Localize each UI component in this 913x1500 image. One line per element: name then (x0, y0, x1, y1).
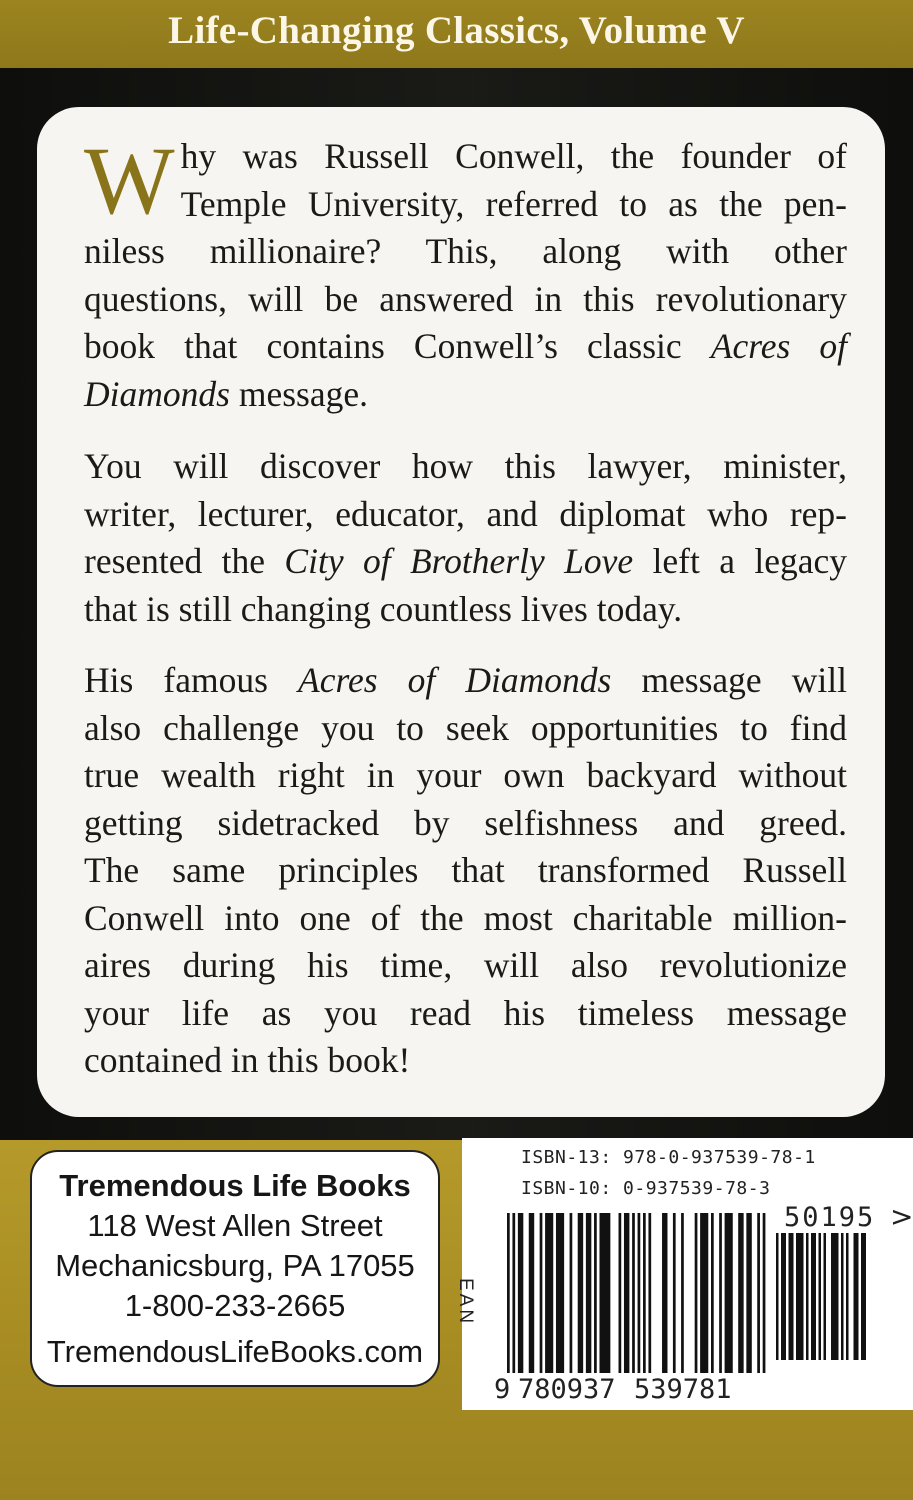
barcode-bar (738, 1213, 743, 1373)
blurb-text: hy was Russell Conwell, the founder of (180, 136, 847, 176)
barcode-bar (545, 1213, 553, 1373)
blurb-line (84, 847, 847, 895)
blurb-line (84, 323, 847, 371)
barcode-bar (512, 1213, 515, 1373)
barcode-bar (556, 1213, 564, 1373)
publisher-name: Tremendous Life Books (59, 1168, 411, 1203)
blurb-line (84, 538, 847, 586)
ean-barcode-bars (507, 1213, 767, 1373)
top-gold-band (0, 0, 913, 68)
barcode-box (455, 1138, 913, 1410)
barcode-bar (594, 1213, 597, 1373)
blurb-line (84, 752, 847, 800)
blurb-text: getting sidetracked by selfishness and greed. (84, 802, 847, 843)
barcode-bar (789, 1233, 794, 1360)
barcode-bar (781, 1233, 786, 1360)
barcode-bar (846, 1233, 849, 1360)
price-barcode-bars (776, 1233, 888, 1360)
publisher-info-box (30, 1150, 440, 1387)
blurb-paragraph-1 (84, 127, 848, 418)
italic-title-text: Acres of Diamonds (298, 660, 612, 700)
blurb-text: niless millionaire? This, along with other (84, 231, 847, 271)
barcode-bar (711, 1213, 714, 1373)
barcode-bar (746, 1213, 751, 1373)
blurb-line (84, 942, 847, 990)
barcode-bar (662, 1213, 667, 1373)
publisher-website: TremendousLifeBooks.com (46, 1334, 424, 1369)
blurb-line (84, 491, 847, 539)
barcode-bar (599, 1213, 610, 1373)
publisher-phone: 1-800-233-2665 (124, 1288, 346, 1323)
barcode-digits-right: 539781 (634, 1374, 732, 1405)
barcode-bar (861, 1233, 866, 1360)
blurb-line (84, 1037, 847, 1085)
italic-title-text: Acres of (710, 326, 848, 366)
blurb-line (84, 657, 847, 705)
price-arrow: > (890, 1200, 913, 1233)
barcode-bar (831, 1233, 839, 1360)
barcode-bar (819, 1233, 822, 1360)
blurb-paragraph-3 (84, 657, 847, 1085)
barcode-bar (700, 1213, 708, 1373)
ean-label: EAN (455, 1278, 476, 1327)
isbn-13: ISBN-13: 978-0-937539-78-1 (521, 1147, 816, 1168)
blurb-line (84, 181, 847, 229)
barcode-bar (578, 1213, 583, 1373)
barcode-bar (638, 1213, 641, 1373)
barcode-bar (540, 1213, 543, 1373)
blurb-line (84, 705, 847, 753)
blurb-line (84, 276, 847, 324)
barcode-bar (854, 1233, 859, 1360)
barcode-bar (841, 1233, 844, 1360)
blurb-text: message will (611, 660, 847, 700)
blurb-line (84, 990, 847, 1038)
isbn-10: ISBN-10: 0-937539-78-3 (521, 1178, 771, 1199)
blurb-text: resented the (84, 541, 285, 581)
blurb-text: contained in this book! (84, 1040, 411, 1080)
barcode-bar (673, 1213, 676, 1373)
blurb-text: your life as you read his timeless message (84, 992, 847, 1033)
blurb-text: writer, lecturer, educator, and diplomat who rep- (84, 493, 847, 534)
blurb-line (84, 443, 847, 491)
barcode-bar (632, 1213, 635, 1373)
blurb-text: also challenge you to seek opportunities to find (84, 707, 847, 748)
blurb-text: You will discover how this lawyer, minister, (84, 446, 847, 486)
blurb-text: message. (229, 373, 368, 414)
blurb-card (37, 107, 885, 1117)
blurb-line (84, 586, 847, 634)
series-title: Life-Changing Classics, Volume V (168, 9, 745, 52)
barcode-bar (586, 1213, 591, 1373)
blurb-text: that is still changing countless lives today. (84, 588, 683, 629)
blurb-text: true wealth right in your own backyard without (84, 755, 847, 795)
barcode-bar (776, 1233, 779, 1360)
barcode-digits-left: 780937 (518, 1374, 616, 1405)
italic-title-text: City of Brotherly Love (284, 541, 634, 581)
barcode-bar (719, 1213, 722, 1373)
barcode-bar (824, 1233, 827, 1360)
blurb-line (84, 371, 847, 419)
blurb-text: Temple University, referred to as the pen- (180, 183, 847, 224)
barcode-bar (763, 1213, 766, 1373)
publisher-city: Mechanicsburg, PA 17055 (55, 1248, 415, 1283)
blurb-text: His famous (84, 660, 299, 700)
italic-title-text: Diamonds (84, 373, 230, 414)
barcode-bar (806, 1233, 809, 1360)
blurb-text: Conwell into one of the most charitable million- (84, 897, 847, 938)
blurb-text: The same principles that transformed Russell (84, 850, 847, 890)
blurb-text: questions, will be answered in this revolutionary (84, 278, 847, 319)
blurb-line (84, 895, 847, 943)
price-code: 50195 (784, 1202, 876, 1233)
barcode-bar (757, 1213, 760, 1373)
barcode-bar (624, 1213, 629, 1373)
blurb-text: left a legacy (633, 541, 847, 581)
barcode-bar (518, 1213, 523, 1373)
barcode-bar (648, 1213, 651, 1373)
barcode-bar (811, 1233, 816, 1360)
barcode-bar (643, 1213, 646, 1373)
barcode-bar (619, 1213, 622, 1373)
blurb-line (84, 133, 847, 181)
publisher-street: 118 West Allen Street (87, 1208, 383, 1243)
barcode-bar (681, 1213, 684, 1373)
barcode-digit-lead: 9 (494, 1374, 511, 1405)
blurb-line (84, 228, 847, 276)
barcode-bar (725, 1213, 733, 1373)
drop-cap-letter: W (84, 127, 175, 234)
barcode-bar (507, 1213, 510, 1373)
barcode-bar (796, 1233, 804, 1360)
blurb-paragraph-2 (84, 443, 847, 633)
barcode-bar (529, 1213, 534, 1373)
barcode-bar (695, 1213, 698, 1373)
blurb-text: book that contains Conwell’s classic (84, 326, 711, 366)
barcode-bar (570, 1213, 573, 1373)
blurb-text: aires during his time, will also revolutionize (84, 945, 847, 985)
blurb-line (84, 800, 847, 848)
